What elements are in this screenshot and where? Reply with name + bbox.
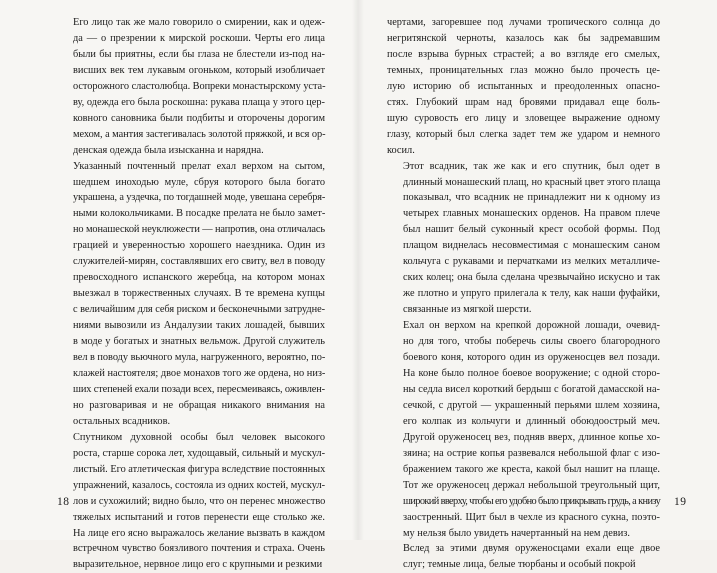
text-line: ву, одежда его была роскошна: рукава плаща у этого цер- — [73, 96, 325, 108]
text-line: На коне было полное боевое вооружение; с одной сторо- — [403, 367, 660, 379]
paragraph — [387, 159, 660, 319]
paragraph — [57, 159, 325, 430]
text-line: денская одежда была изысканна и нарядна. — [73, 144, 264, 156]
text-line: мехом, а мантия застегивалась золотой пряжкой, и вся ор- — [73, 128, 326, 140]
text-line: но монашеской неуклюжести — напротив, она отличалась — [73, 224, 325, 236]
text-line: Этот всадник, так же как и его спутник, был одет в — [403, 160, 660, 172]
left-page-text-column — [57, 15, 325, 573]
text-line: негритянской черноты, казалось как бы задремавшим — [387, 32, 660, 44]
text-line: сечкой, с другой — украшенный перьями шлем хозяина, — [403, 399, 660, 411]
text-line: лую историю об испытанных и преодоленных опасно- — [387, 80, 660, 92]
text-line: зяина; на острие копья развевался небольшой флаг с изо- — [403, 447, 660, 459]
left-page-number: 18 — [57, 496, 70, 508]
text-line: грацией и уверенностью хорошего наездника. Один из — [73, 240, 325, 252]
right-page-number: 19 — [674, 496, 687, 508]
paragraph — [387, 318, 660, 541]
text-line: листый. Его атлетическая фигура вследствие постоянных — [73, 463, 326, 475]
text-line: Спутником духовной особы был человек высокого — [73, 431, 325, 443]
text-line: темных, проницательных глаз можно было прочесть це- — [387, 64, 660, 76]
text-line: с величайшим для себя риском и бесконечными затрудне- — [73, 304, 325, 316]
text-line: чертами, загоревшее под лучами тропического солнца до — [387, 17, 660, 28]
text-line: были бы приятны, если бы глаза не блестели из-под на- — [73, 48, 325, 60]
text-line: шую суровость его лицу и зловещее выражение одному — [387, 112, 660, 124]
right-page-text-column — [387, 15, 660, 573]
text-line: выразительное, нервное лицо его с крупными и резкими — [73, 559, 323, 571]
text-line: Тот же оруженосец держал небольшой треугольный щит, — [403, 479, 660, 491]
text-line: после взрыва бурных страстей; а во взгляде его смелых, — [387, 48, 660, 60]
text-line: Ехал он верхом на крепкой дорожной лошади, очевид- — [403, 320, 660, 332]
text-line: превосходного испанского жеребца, на котором монах — [73, 272, 325, 284]
book-gutter-shadow — [352, 0, 364, 540]
text-line: бражением такого же креста, какой был нашит на плаще. — [403, 463, 660, 475]
text-line: тяжелых испытаний и готов перенести еще столько же. — [73, 511, 325, 523]
text-line: слуг; темные лица, белые тюрбаны и особый покрой — [403, 559, 636, 571]
text-line: ными колокольчиками. В посадке прелата не было замет- — [73, 208, 326, 220]
text-line: Указанный почтенный прелат ехал верхом на сытом, — [73, 160, 325, 172]
text-line: шедшем иноходью муле, сбруя которого была богато — [73, 176, 325, 188]
text-line: служителей-мирян, составлявших его свиту, вел в поводу — [73, 256, 326, 268]
text-line: кольчуга с рукавами и перчатками из мелких металличе- — [403, 256, 660, 268]
text-line: му нельзя было увидеть начертанный на нем девиз. — [403, 527, 630, 539]
text-line: встречном чувство боязливого почтения и страха. Очень — [73, 543, 325, 555]
text-line: Вслед за этими двумя оруженосцами ехали еще двое — [403, 543, 660, 555]
text-line: но разговаривая и не обращая никакого внимания на — [73, 399, 325, 411]
right-page — [358, 0, 717, 571]
text-line: лов и сухожилий; видно было, что он перенес множество — [73, 495, 326, 507]
text-line: в моде у богатых и знатных вельмож. Другой служитель — [73, 336, 325, 348]
text-line: связанные из мягкой шерсти. — [403, 304, 532, 316]
text-line: выезжал в торжественных случаях. В те времена купцы — [73, 288, 325, 300]
text-line: висших век тем лукавым огоньком, который изобличает — [73, 64, 325, 76]
text-line: вел в поводу вьючного мула, нагруженного, вероятно, по- — [73, 352, 326, 364]
text-line: четырех главных монашеских орденов. На правом плече — [403, 208, 660, 220]
text-line: широкий вверху, чтобы его удобно было прикрывать грудь, а книзу — [403, 495, 661, 507]
text-line: ших степеней ехали позади всех, пересмеиваясь, оживлен- — [73, 383, 325, 395]
paragraph — [387, 541, 660, 573]
text-line: остальных всадников. — [73, 415, 171, 427]
text-line: да — о презрении к мирской роскоши. Черты его лица — [73, 32, 325, 44]
text-line: длинный монашеский плащ, но красный цвет этого плаща — [403, 176, 661, 188]
text-line: плащом виднелась несовместимая с монашеским саном — [403, 240, 660, 252]
text-line: показывал, что всадник не принадлежит ни к одному из — [403, 192, 660, 204]
text-line: но для того, чтобы поберечь силы своего благородного — [403, 336, 660, 348]
text-line: клажей настоятеля; двое монахов того же ордена, но низ- — [73, 367, 326, 379]
text-line: заостренный. Щит был в чехле из красного сукна, поэто- — [403, 511, 660, 523]
paragraph — [57, 15, 325, 159]
text-line: же плотно и упруго прилегала к телу, как наши фуфайки, — [403, 288, 660, 300]
left-page — [0, 0, 358, 571]
text-line: Другой оруженосец вез, подняв вверх, длинное копье хо- — [403, 431, 660, 443]
text-line: упражнений, казалось, состояла из одних костей, мускул- — [73, 479, 325, 491]
text-line: косил. — [387, 144, 415, 156]
text-line: его колпак из кольчуги и длинный обоюдоострый меч. — [403, 415, 660, 427]
text-line: боевого коня, которого один из оруженосцев вел позади. — [403, 352, 660, 364]
text-line: На лице его ясно выражалось желание вызвать в каждом — [73, 527, 325, 539]
text-line: ниями вывозили из Андалузии таких лошадей, бывших — [73, 320, 325, 332]
text-line: стях. Глубокий шрам над бровями придавал еще боль- — [387, 96, 660, 108]
text-line: ковного сановника были подбиты и оторочены дорогим — [73, 112, 325, 124]
paragraph — [57, 430, 325, 573]
text-line: украшена, а уздечка, по тогдашней моде, увешана серебря- — [73, 192, 326, 204]
text-line: осторожного сластолюбца. Вопреки монастырскому уста- — [73, 80, 326, 92]
text-line: ны седла висел короткий бердыш с богатой дамасской на- — [403, 383, 660, 395]
paragraph — [387, 15, 660, 159]
text-line: был нашит белый суконный крест особой формы. Под — [403, 224, 660, 236]
text-line: роста, старше сорока лет, худощавый, сильный и мускул- — [73, 447, 325, 459]
text-line: Его лицо так же мало говорило о смирении, как и одеж- — [73, 17, 325, 28]
text-line: ских колец; она была сделана чрезвычайно искусно и так — [403, 272, 660, 284]
text-line: глазу, который был слегка задет тем же ударом и немного — [387, 128, 660, 140]
